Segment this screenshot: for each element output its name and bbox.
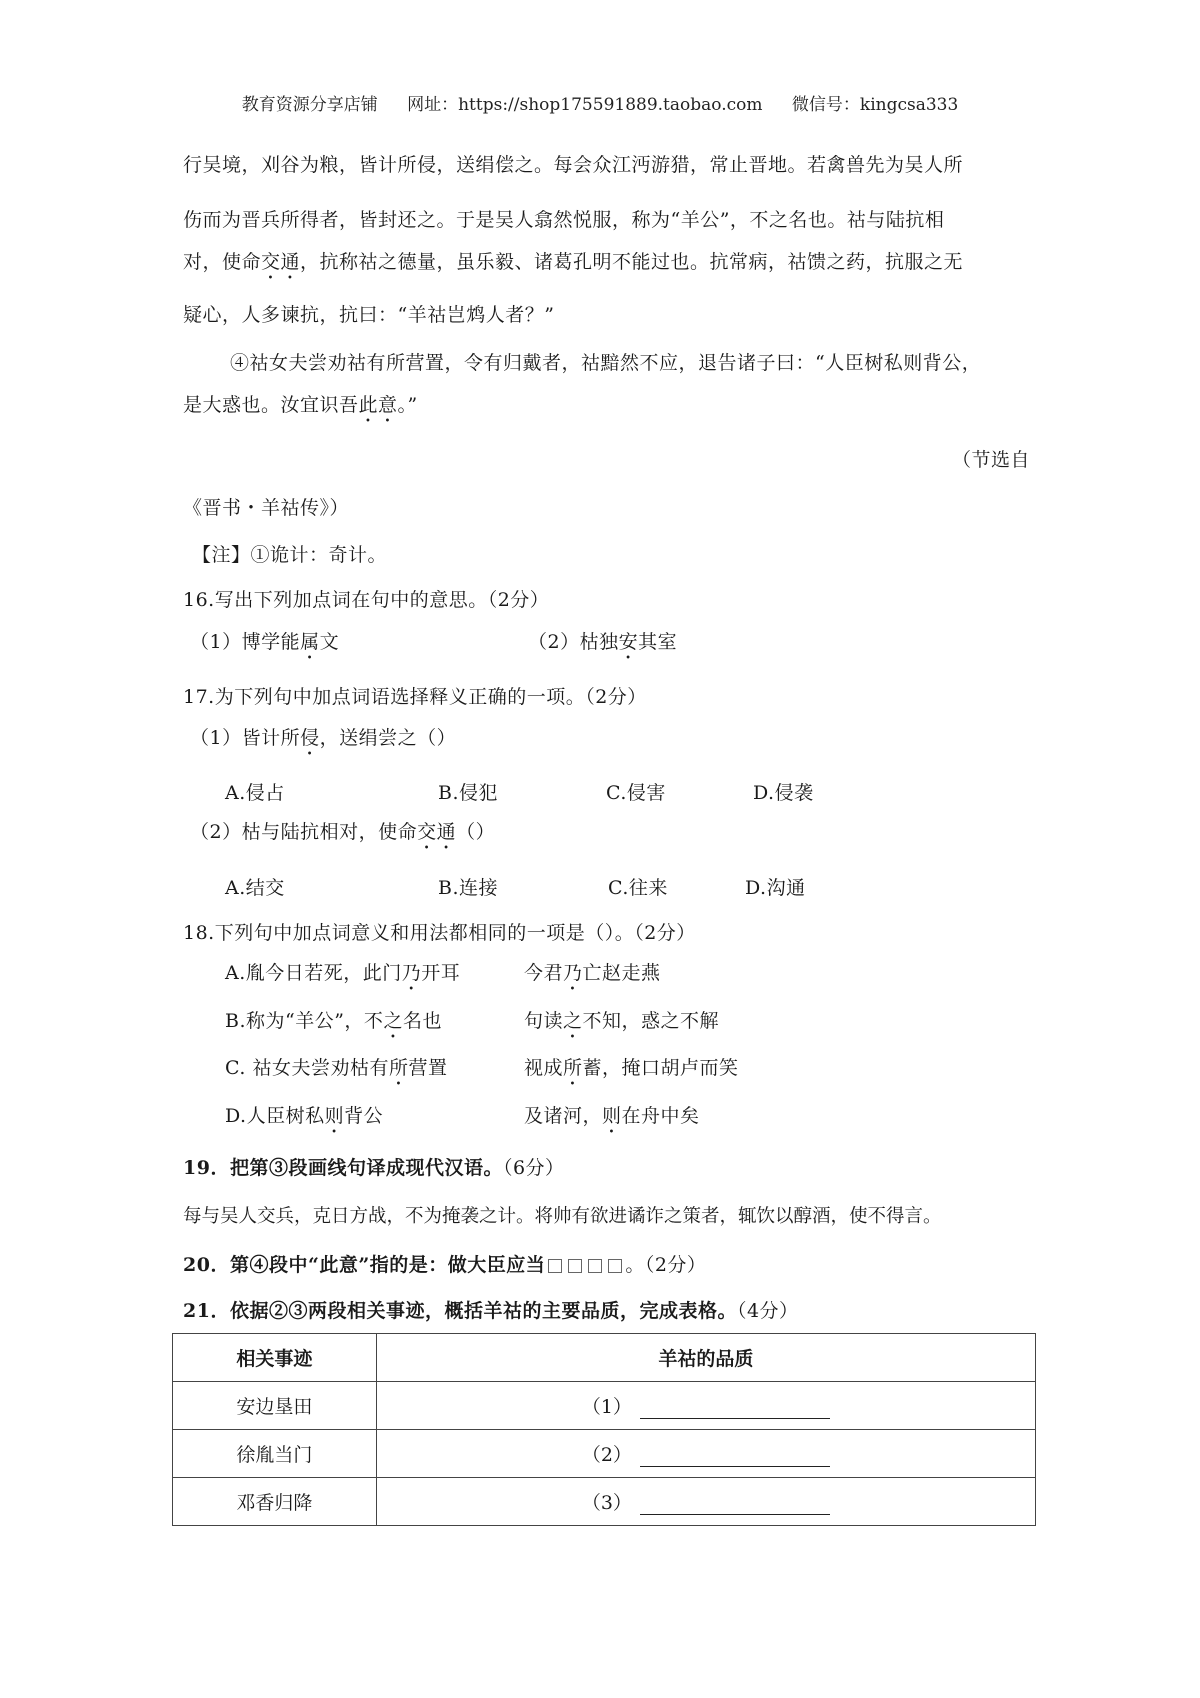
passage-line: ④祜女夫尝劝祜有所营置，令有归戴者，祜黯然不应，退告诸子曰：“人臣树私则背公， [230,352,982,374]
passage-line: 行吴境，刈谷为粮，皆计所侵，送绢偿之。每会众江沔游猎，常止晋地。若禽兽先为吴人所 [183,154,964,176]
answer-cell: （2） [376,1430,1035,1478]
option-a[interactable]: A.侵占 [225,782,285,804]
option-c[interactable]: C. 祜女夫尝劝枯有所营置 [225,1057,448,1079]
source-citation: 《晋书・羊祜传》） [183,497,350,519]
passage-line: 是大惑也。汝宜识吾此意。” [183,394,418,416]
question-title: 20．第④段中“此意”指的是：做大臣应当 。（2分） [183,1254,707,1276]
passage-line: 疑心，人多谏抗，抗曰：“羊祜岂鸩人者？” [183,304,555,326]
question-item: （2）枯独安其室 [528,631,678,653]
answer-blank[interactable] [640,1448,830,1467]
source-citation: （节选自 [951,449,1030,471]
option-a[interactable]: A.胤今日若死，此门乃开耳 [225,962,461,984]
question-title: 16.写出下列加点词在句中的意思。（2分） [183,589,550,611]
option-a[interactable]: A.结交 [225,877,285,899]
answer-cell: （1） [376,1382,1035,1430]
option-a-compare: 今君乃亡赵走燕 [524,962,661,984]
shop-name: 教育资源分享店铺 [241,95,378,115]
option-b[interactable]: B.侵犯 [438,782,499,804]
option-d[interactable]: D.侵袭 [753,782,814,804]
fact-cell: 邓香归降 [173,1478,377,1526]
option-c[interactable]: C.往来 [608,877,668,899]
wechat-id: 微信号：kingcsa333 [791,95,959,115]
emphasized-word: 此意 [358,394,398,416]
answer-blank[interactable] [588,1259,602,1273]
question-title: 18.下列句中加点词意义和用法都相同的一项是（）。（2分） [183,922,696,944]
answer-blank[interactable] [568,1259,582,1273]
annotation-note: 【注】①诡计：奇计。 [192,544,388,566]
table-row [173,1382,1036,1430]
column-header: 相关事迹 [173,1334,377,1382]
option-d[interactable]: D.沟通 [745,877,806,899]
table-row [173,1430,1036,1478]
passage-line: 伤而为晋兵所得者，皆封还之。于是吴人翕然悦服，称为“羊公”，不之名也。祜与陆抗相 [183,209,945,231]
qualities-table [172,1333,1036,1526]
translation-sentence: 每与吴人交兵，克日方战，不为掩袭之计。将帅有欲进谲诈之策者，辄饮以醇酒，使不得言。 [183,1206,942,1227]
column-header: 羊祜的品质 [376,1334,1035,1382]
shop-url[interactable]: 网址：https://shop175591889.taobao.com [407,95,763,115]
question-item: （1）博学能属文 [190,631,340,653]
fact-cell: 徐胤当门 [173,1430,377,1478]
option-b-compare: 句读之不知，惑之不解 [524,1010,720,1032]
option-d-compare: 及诸河，则在舟中矣 [524,1105,700,1127]
question-item: （2）枯与陆抗相对，使命交通（） [190,821,496,843]
option-b[interactable]: B.称为“羊公”，不之名也 [225,1010,442,1032]
emphasized-word: 交通 [261,251,301,273]
option-d[interactable]: D.人臣树私则背公 [225,1105,384,1127]
table-header-row [173,1334,1036,1382]
answer-blank[interactable] [640,1400,830,1419]
answer-blank[interactable] [548,1259,562,1273]
answer-blank[interactable] [640,1496,830,1515]
option-c-compare: 视成所蓄，掩口胡卢而笑 [524,1057,739,1079]
page-header [0,90,1200,115]
answer-cell: （3） [376,1478,1035,1526]
passage-line: 对，使命交通，抗称祜之德量，虽乐毅、诸葛孔明不能过也。抗常病，祜馈之药，抗服之无 [183,251,964,273]
table-row [173,1478,1036,1526]
option-b[interactable]: B.连接 [438,877,499,899]
question-title: 21．依据②③两段相关事迹，概括羊祜的主要品质，完成表格。（4分） [183,1300,799,1322]
option-c[interactable]: C.侵害 [606,782,666,804]
answer-blank[interactable] [608,1259,622,1273]
question-title: 19．把第③段画线句译成现代汉语。（6分） [183,1157,565,1179]
fact-cell: 安边垦田 [173,1382,377,1430]
question-item: （1）皆计所侵，送绢尝之（） [190,727,457,749]
question-title: 17.为下列句中加点词语选择释义正确的一项。（2分） [183,686,647,708]
